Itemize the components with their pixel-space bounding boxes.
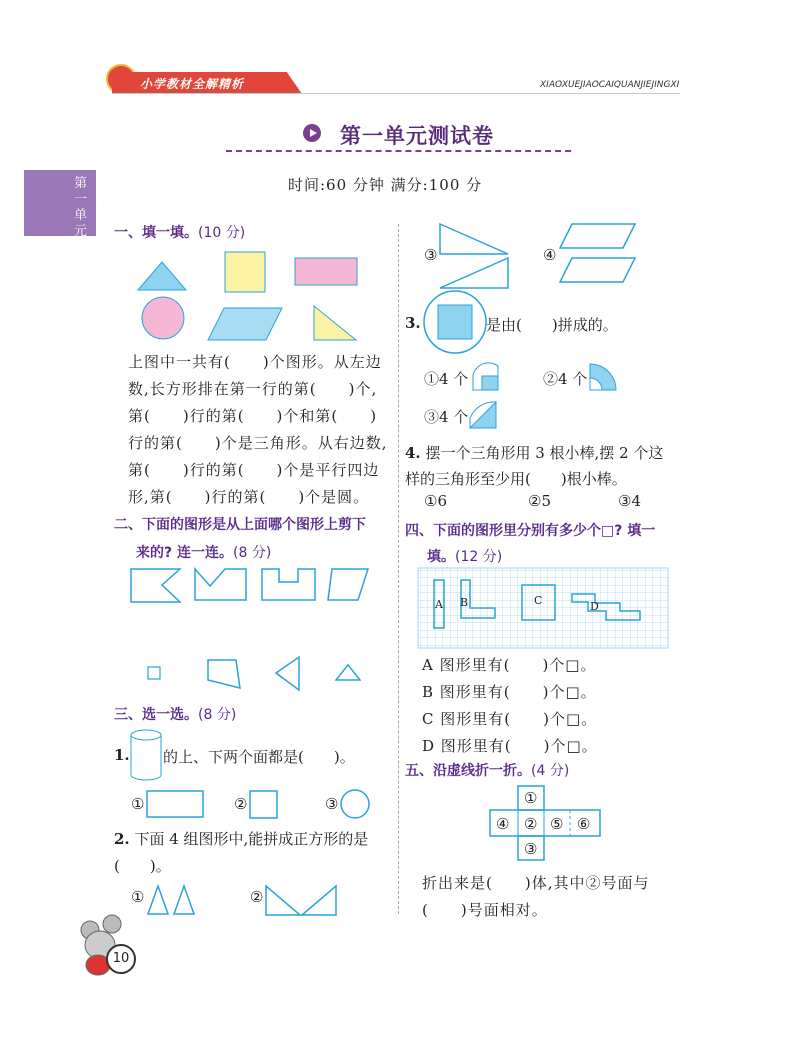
face-3: ③	[524, 840, 538, 858]
section-2-title: 二、下面的图形是从上面哪个图形上剪下 来的? 连一连。(8 分)	[114, 517, 366, 561]
q3-opt-2: ②4 个	[543, 370, 588, 388]
q4-opt-3: ③4	[618, 492, 641, 510]
q2-opt-3: ③	[424, 246, 438, 264]
face-6: ⑥	[577, 815, 591, 833]
q2-opt-2: ②	[250, 888, 264, 906]
face-5: ⑤	[550, 815, 564, 833]
q2-opt-1: ①	[131, 888, 145, 906]
q2: 2. 下面 4 组图形中,能拼成正方形的是 ( )。	[114, 830, 369, 875]
q3-opt-1: ①4 个	[424, 370, 469, 388]
face-4: ④	[496, 815, 510, 833]
grid-label-d: D	[590, 600, 599, 613]
q2-opt-4: ④	[543, 246, 557, 264]
section-5-text: 折出来是( )体,其中②号面与 ( )号面相对。	[422, 874, 650, 919]
section-5-title: 五、沿虚线折一折。(4 分)	[405, 763, 570, 779]
grid-label-b: B	[460, 596, 469, 609]
series-pinyin: XIAOXUEJIAOCAIQUANJIEJINGXI	[540, 80, 680, 90]
side-tab-label: 第一单元	[74, 176, 88, 239]
q4-opt-1: ①6	[424, 492, 447, 510]
section-4-answers: A 图形里有( )个□。 B 图形里有( )个□。 C 图形里有( )个□。 D 图形里有( )个□。	[422, 656, 598, 755]
face-2: ②	[524, 815, 538, 833]
q1-opt-3: ③	[325, 795, 339, 813]
q1-number: 1.	[114, 746, 130, 764]
series-title: 小学教材全解精析	[140, 77, 245, 91]
section-1-text: 上图中一共有( )个图形。从左边 数,长方形排在第一行的第( )个, 第( )行的第( )个和第( ) 行的第( )个是三角形。从右边数, 第( )行的第( )个是平行四边 形,第( )行的第( )个是圆。	[128, 353, 388, 506]
section-3-title: 三、选一选。(8 分)	[114, 707, 237, 723]
q4-opt-2: ②5	[528, 492, 551, 510]
q1-text: 的上、下两个面都是( )。	[163, 748, 355, 766]
grid-label-c: C	[534, 594, 543, 607]
section-1-title: 一、填一填。(10 分)	[114, 225, 246, 241]
face-1: ①	[524, 789, 538, 807]
page-number: 10	[106, 944, 136, 974]
q3-number: 3.	[405, 314, 421, 332]
section-4-title: 四、下面的图形里分别有多少个□? 填一 填。(12 分)	[405, 523, 656, 565]
q3-opt-3: ③4 个	[424, 408, 469, 426]
q4: 4. 摆一个三角形用 3 根小棒,摆 2 个这 样的三角形至少用( )根小棒。	[405, 444, 664, 488]
time-line: 时间:60 分钟 满分:100 分	[288, 176, 483, 194]
q1-opt-1: ①	[131, 795, 145, 813]
grid-label-a: A	[435, 598, 443, 611]
q1-opt-2: ②	[234, 795, 248, 813]
page-title: 第一单元测试卷	[340, 123, 494, 148]
q3-text: 是由( )拼成的。	[486, 316, 618, 334]
